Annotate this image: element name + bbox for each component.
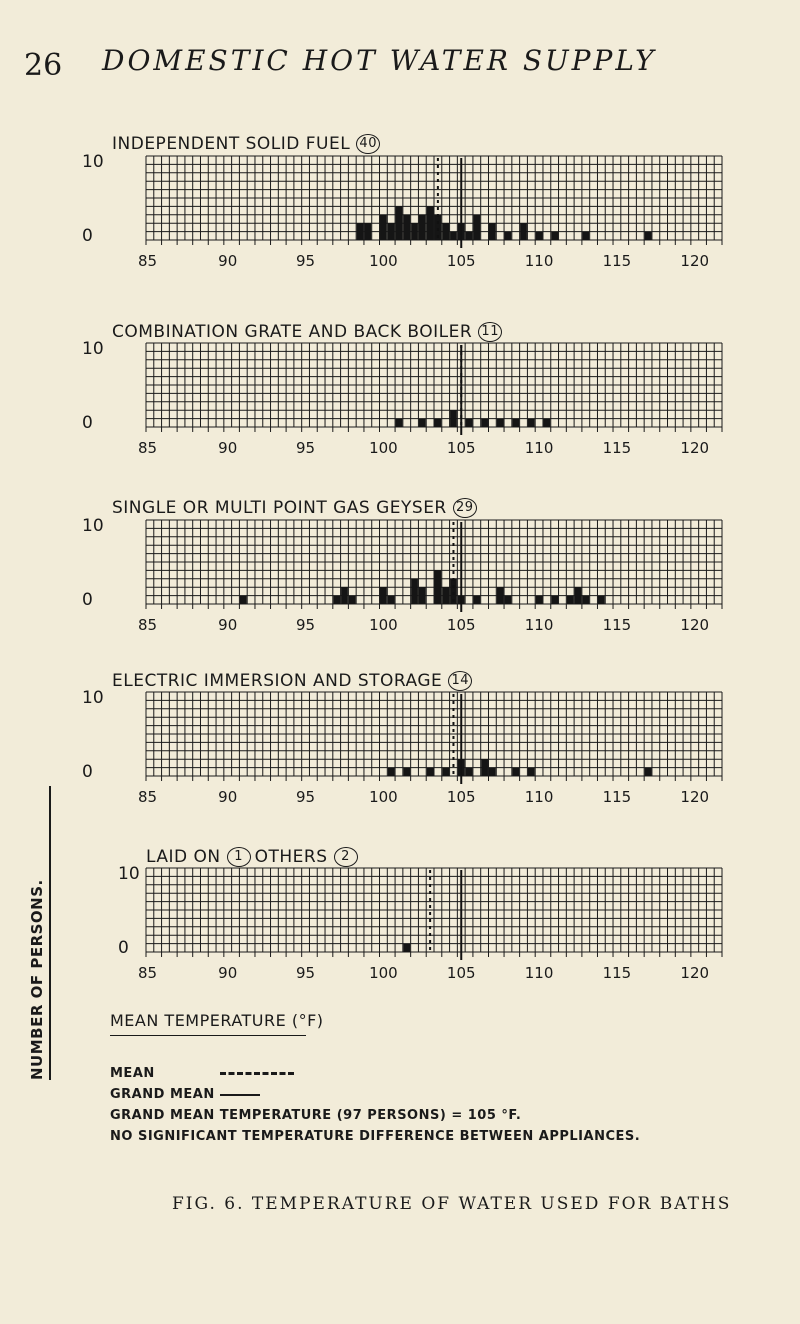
note-no-difference: NO SIGNIFICANT TEMPERATURE DIFFERENCE BETWEEN APPLIANCES. xyxy=(110,1129,641,1144)
panel-count-badge: 1 xyxy=(227,847,251,867)
legend-mean-swatch xyxy=(220,1072,294,1075)
histogram-bar xyxy=(442,223,449,240)
panel-count-tail-badge: 2 xyxy=(334,847,358,867)
grid-lines xyxy=(146,520,722,604)
histogram-bar xyxy=(505,596,512,604)
histogram-bar xyxy=(349,596,356,604)
x-tick-label: 110 xyxy=(524,964,554,982)
x-tick-label: 110 xyxy=(524,788,554,806)
panel-title-text: COMBINATION GRATE AND BACK BOILER xyxy=(112,322,473,342)
legend-mean-label: MEAN xyxy=(110,1066,155,1081)
histogram-bar xyxy=(388,596,395,604)
histogram-bar xyxy=(489,223,496,240)
histogram-bar xyxy=(333,596,340,604)
histogram-bar xyxy=(473,215,480,240)
y-tick-label: 0 xyxy=(118,938,129,958)
histogram-bar xyxy=(497,587,504,604)
histogram-bar xyxy=(528,419,535,427)
x-axis-title: MEAN TEMPERATURE (°F) xyxy=(110,1011,324,1030)
histogram-bar xyxy=(419,587,426,604)
x-tick-label: 85 xyxy=(138,252,158,270)
x-axis-title-rule xyxy=(110,1035,306,1036)
histogram-bar xyxy=(364,223,371,240)
y-tick-label: 10 xyxy=(118,864,140,884)
x-tick-label: 85 xyxy=(138,439,158,457)
x-tick-label: 105 xyxy=(446,616,476,634)
x-tick-label: 100 xyxy=(369,439,398,457)
note-grand-mean: GRAND MEAN TEMPERATURE (97 PERSONS) = 105 °F. xyxy=(110,1108,522,1123)
x-tick-label: 100 xyxy=(369,616,398,634)
x-tick-label: 120 xyxy=(680,788,710,806)
histogram-bar xyxy=(396,206,403,240)
x-tick-label: 105 xyxy=(446,439,476,457)
histogram-bar xyxy=(419,419,426,427)
x-tick-label: 95 xyxy=(296,439,316,457)
histogram-bar xyxy=(567,596,574,604)
y-tick-label: 10 xyxy=(82,688,104,708)
y-tick-label: 0 xyxy=(82,226,93,246)
y-axis-label: NUMBER OF PERSONS. xyxy=(28,879,46,1080)
y-tick-label: 0 xyxy=(82,590,93,610)
histogram-bar xyxy=(497,419,504,427)
histogram-bar xyxy=(489,768,496,776)
x-tick-label: 90 xyxy=(218,252,238,270)
histogram-bar xyxy=(458,759,465,776)
x-tick-label: 85 xyxy=(138,964,158,982)
panel-title xyxy=(146,847,362,867)
y-tick-label: 10 xyxy=(82,339,104,359)
histogram-bar xyxy=(543,419,550,427)
x-tick-label: 105 xyxy=(446,252,476,270)
x-tick-label: 95 xyxy=(296,616,316,634)
panel-title-text: LAID ON xyxy=(146,847,221,867)
histogram-bar xyxy=(396,419,403,427)
x-tick-label: 115 xyxy=(602,616,632,634)
histogram-bar xyxy=(536,232,543,240)
histogram-bar xyxy=(427,206,434,240)
histogram-bar xyxy=(357,223,364,240)
x-tick-label: 120 xyxy=(680,439,710,457)
histogram-bar xyxy=(512,768,519,776)
histogram-bar xyxy=(427,768,434,776)
histogram-bar xyxy=(403,944,410,952)
histogram-bar xyxy=(528,768,535,776)
x-tick-label: 100 xyxy=(369,252,398,270)
x-tick-label: 110 xyxy=(524,252,554,270)
y-tick-label: 0 xyxy=(82,762,93,782)
x-tick-label: 90 xyxy=(218,616,238,634)
histogram-bar xyxy=(442,768,449,776)
y-axis-label-rule xyxy=(49,786,51,1080)
grid-lines xyxy=(146,868,722,952)
histogram-bar xyxy=(551,232,558,240)
histogram-bar xyxy=(458,223,465,240)
panel-count-badge: 40 xyxy=(356,134,380,154)
panel-title xyxy=(112,671,476,691)
panel-title xyxy=(112,322,506,342)
y-tick-label: 0 xyxy=(82,413,93,433)
legend-grand-mean xyxy=(110,1087,260,1102)
histogram-bar xyxy=(411,223,418,240)
histogram-bar xyxy=(466,232,473,240)
histogram-bar xyxy=(458,596,465,604)
histogram-bar xyxy=(645,232,652,240)
panel-count-badge: 29 xyxy=(453,498,477,518)
histogram-bar xyxy=(598,596,605,604)
histogram-bar xyxy=(575,587,582,604)
y-tick-label: 10 xyxy=(82,152,104,172)
x-tick-label: 120 xyxy=(680,616,710,634)
panel-title-text: ELECTRIC IMMERSION AND STORAGE xyxy=(112,671,443,691)
histogram-bar xyxy=(411,579,418,604)
histogram-bar xyxy=(435,419,442,427)
histogram-bar xyxy=(520,223,527,240)
panel-title-tail: OTHERS xyxy=(254,847,328,867)
histogram-bar xyxy=(536,596,543,604)
histogram-bar xyxy=(442,587,449,604)
histogram-bar xyxy=(435,570,442,604)
grid-lines xyxy=(146,156,722,240)
histogram-bar xyxy=(582,232,589,240)
histogram-bar xyxy=(481,759,488,776)
figure-caption: FIG. 6. TEMPERATURE OF WATER USED FOR BATHS xyxy=(172,1194,732,1214)
panel-count-badge: 14 xyxy=(448,671,472,691)
histogram-bar xyxy=(380,587,387,604)
page-number: 26 xyxy=(24,48,63,83)
x-tick-label: 95 xyxy=(296,788,316,806)
x-tick-label: 110 xyxy=(524,616,554,634)
legend-grand-mean-label: GRAND MEAN xyxy=(110,1087,215,1102)
histogram-bar xyxy=(450,410,457,427)
x-tick-label: 90 xyxy=(218,964,238,982)
histogram-bar xyxy=(450,579,457,604)
histogram-bar xyxy=(466,419,473,427)
histogram-bar xyxy=(551,596,558,604)
legend-mean xyxy=(110,1066,294,1081)
legend-grand-mean-swatch xyxy=(220,1094,260,1096)
x-tick-label: 115 xyxy=(602,964,632,982)
histogram-bar xyxy=(388,768,395,776)
x-tick-label: 115 xyxy=(602,788,632,806)
panel-title xyxy=(112,498,481,518)
grid-lines xyxy=(146,692,722,776)
x-tick-label: 95 xyxy=(296,252,316,270)
x-tick-label: 105 xyxy=(446,964,476,982)
histogram-bar xyxy=(473,596,480,604)
x-tick-label: 100 xyxy=(369,788,398,806)
x-tick-label: 120 xyxy=(680,252,710,270)
x-tick-label: 85 xyxy=(138,788,158,806)
histogram-bar xyxy=(388,223,395,240)
panel-title xyxy=(112,134,384,154)
histogram-bar xyxy=(403,768,410,776)
y-tick-label: 10 xyxy=(82,516,104,536)
histogram-bar xyxy=(403,215,410,240)
histogram-bar xyxy=(240,596,247,604)
x-tick-label: 95 xyxy=(296,964,316,982)
histogram-bar xyxy=(435,215,442,240)
x-tick-label: 90 xyxy=(218,788,238,806)
histogram-bar xyxy=(450,232,457,240)
panel-title-text: INDEPENDENT SOLID FUEL xyxy=(112,134,351,154)
histogram-bar xyxy=(481,419,488,427)
x-tick-label: 90 xyxy=(218,439,238,457)
panel-title-text: SINGLE OR MULTI POINT GAS GEYSER xyxy=(112,498,447,518)
histogram-bar xyxy=(505,232,512,240)
x-tick-label: 85 xyxy=(138,616,158,634)
histogram-bar xyxy=(466,768,473,776)
histogram-bar xyxy=(380,215,387,240)
histogram-bar xyxy=(512,419,519,427)
x-tick-label: 110 xyxy=(524,439,554,457)
x-tick-label: 120 xyxy=(680,964,710,982)
panel-count-badge: 11 xyxy=(478,322,502,342)
histogram-bar xyxy=(341,587,348,604)
x-tick-label: 115 xyxy=(602,252,632,270)
histogram-bar xyxy=(582,596,589,604)
x-tick-label: 115 xyxy=(602,439,632,457)
histogram-bar xyxy=(645,768,652,776)
x-tick-label: 105 xyxy=(446,788,476,806)
x-tick-label: 100 xyxy=(369,964,398,982)
histogram-bar xyxy=(419,215,426,240)
running-head: DOMESTIC HOT WATER SUPPLY xyxy=(102,44,657,77)
grid-lines xyxy=(146,343,722,427)
